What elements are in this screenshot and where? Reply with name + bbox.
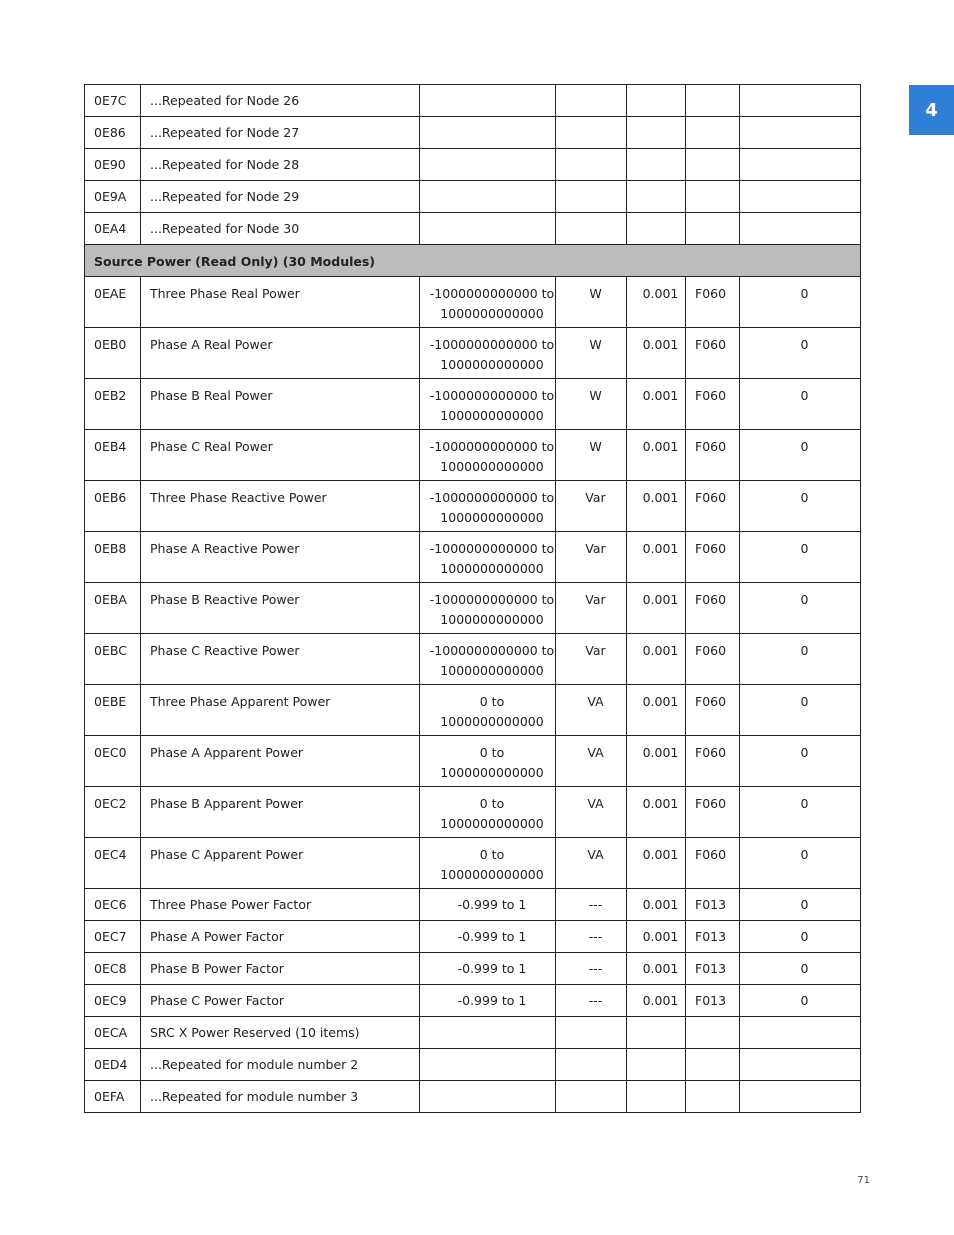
register-address: 0EB2 [85, 379, 141, 430]
empty-cell [420, 181, 556, 213]
register-address: 0E86 [85, 117, 141, 149]
register-description: ...Repeated for Node 27 [141, 117, 420, 149]
register-description: Phase A Power Factor [141, 921, 420, 953]
register-default: 0 [740, 277, 861, 328]
register-step: 0.001 [627, 277, 686, 328]
table-row [85, 532, 861, 583]
register-address: 0EB6 [85, 481, 141, 532]
register-address: 0E7C [85, 85, 141, 117]
section-header: Source Power (Read Only) (30 Modules) [85, 245, 861, 277]
register-address: 0EFA [85, 1081, 141, 1113]
register-step: 0.001 [627, 430, 686, 481]
register-range [420, 634, 556, 685]
register-units: Var [556, 481, 627, 532]
table-row [85, 583, 861, 634]
empty-cell [686, 149, 740, 181]
register-format: F060 [686, 481, 740, 532]
empty-cell [627, 181, 686, 213]
register-description: Three Phase Power Factor [141, 889, 420, 921]
register-step: 0.001 [627, 953, 686, 985]
register-units: Var [556, 583, 627, 634]
register-address: 0EBE [85, 685, 141, 736]
empty-cell [420, 213, 556, 245]
register-range [420, 532, 556, 583]
register-default: 0 [740, 328, 861, 379]
table-row [85, 736, 861, 787]
register-default: 0 [740, 736, 861, 787]
register-address: 0EC7 [85, 921, 141, 953]
register-default: 0 [740, 532, 861, 583]
empty-cell [686, 1049, 740, 1081]
empty-cell [420, 1017, 556, 1049]
register-step: 0.001 [627, 583, 686, 634]
empty-cell [740, 1049, 861, 1081]
range-line: -1000000000000 to [429, 490, 555, 505]
table-row [85, 985, 861, 1017]
empty-cell [556, 1017, 627, 1049]
register-default: 0 [740, 921, 861, 953]
register-format: F060 [686, 685, 740, 736]
modbus-register-table [84, 84, 861, 1113]
range-line: 1000000000000 [440, 305, 544, 321]
register-description: Phase A Reactive Power [141, 532, 420, 583]
register-description: Phase B Power Factor [141, 953, 420, 985]
register-address: 0EBA [85, 583, 141, 634]
register-range [420, 481, 556, 532]
register-address: 0EC4 [85, 838, 141, 889]
range-line: 1000000000000 [440, 662, 544, 678]
register-address: 0EC9 [85, 985, 141, 1017]
table-row [85, 277, 861, 328]
range-line: 1000000000000 [440, 458, 544, 474]
register-description: ...Repeated for Node 26 [141, 85, 420, 117]
register-units: Var [556, 634, 627, 685]
register-default: 0 [740, 985, 861, 1017]
empty-cell [686, 213, 740, 245]
range-line: 1000000000000 [440, 560, 544, 576]
range-line: -1000000000000 to [429, 439, 555, 454]
register-default: 0 [740, 685, 861, 736]
range-line: 1000000000000 [440, 764, 544, 780]
register-default: 0 [740, 889, 861, 921]
register-format: F013 [686, 889, 740, 921]
table-row [85, 685, 861, 736]
register-step: 0.001 [627, 889, 686, 921]
register-range [420, 736, 556, 787]
register-step: 0.001 [627, 838, 686, 889]
register-units: W [556, 430, 627, 481]
register-address: 0EB4 [85, 430, 141, 481]
register-default: 0 [740, 634, 861, 685]
range-line: 1000000000000 [440, 509, 544, 525]
range-line: -1000000000000 to [429, 592, 555, 607]
table-row [85, 889, 861, 921]
range-line: -1000000000000 to [429, 541, 555, 556]
register-address: 0EAE [85, 277, 141, 328]
register-format: F060 [686, 634, 740, 685]
register-default: 0 [740, 787, 861, 838]
register-default: 0 [740, 953, 861, 985]
empty-cell [420, 117, 556, 149]
range-line: 0 to [479, 694, 505, 709]
range-line: -1000000000000 to [429, 643, 555, 658]
register-range [420, 685, 556, 736]
register-range: -0.999 to 1 [420, 921, 556, 953]
register-range [420, 277, 556, 328]
register-address: 0EC6 [85, 889, 141, 921]
register-description: ...Repeated for Node 29 [141, 181, 420, 213]
empty-cell [686, 181, 740, 213]
range-line: 1000000000000 [440, 713, 544, 729]
register-range: -0.999 to 1 [420, 889, 556, 921]
empty-cell [420, 85, 556, 117]
register-default: 0 [740, 430, 861, 481]
register-description: Phase B Real Power [141, 379, 420, 430]
register-address: 0EC8 [85, 953, 141, 985]
register-description: Phase B Reactive Power [141, 583, 420, 634]
register-step: 0.001 [627, 532, 686, 583]
empty-cell [740, 181, 861, 213]
register-units: --- [556, 921, 627, 953]
table-row [85, 149, 861, 181]
register-format: F060 [686, 736, 740, 787]
table-row [85, 328, 861, 379]
register-description: ...Repeated for Node 30 [141, 213, 420, 245]
empty-cell [740, 85, 861, 117]
empty-cell [627, 213, 686, 245]
register-units: VA [556, 838, 627, 889]
table-row [85, 1017, 861, 1049]
register-address: 0EB0 [85, 328, 141, 379]
table-row [85, 213, 861, 245]
register-units: Var [556, 532, 627, 583]
register-range [420, 328, 556, 379]
register-units: VA [556, 685, 627, 736]
register-default: 0 [740, 838, 861, 889]
empty-cell [420, 149, 556, 181]
empty-cell [627, 117, 686, 149]
register-description: ...Repeated for Node 28 [141, 149, 420, 181]
table-row [85, 921, 861, 953]
empty-cell [686, 85, 740, 117]
empty-cell [686, 1017, 740, 1049]
empty-cell [556, 213, 627, 245]
register-description: Three Phase Real Power [141, 277, 420, 328]
register-address: 0E90 [85, 149, 141, 181]
empty-cell [740, 149, 861, 181]
register-step: 0.001 [627, 328, 686, 379]
empty-cell [556, 85, 627, 117]
range-line: 0 to [479, 745, 505, 760]
empty-cell [420, 1049, 556, 1081]
range-line: 1000000000000 [440, 866, 544, 882]
register-step: 0.001 [627, 685, 686, 736]
register-step: 0.001 [627, 481, 686, 532]
table-row [85, 379, 861, 430]
register-format: F060 [686, 532, 740, 583]
register-address: 0E9A [85, 181, 141, 213]
register-units: --- [556, 985, 627, 1017]
register-units: W [556, 328, 627, 379]
register-range [420, 838, 556, 889]
range-line: 1000000000000 [440, 407, 544, 423]
register-units: W [556, 277, 627, 328]
range-line: 1000000000000 [440, 815, 544, 831]
register-format: F060 [686, 583, 740, 634]
register-format: F060 [686, 328, 740, 379]
table-row [85, 1049, 861, 1081]
register-default: 0 [740, 583, 861, 634]
empty-cell [740, 1017, 861, 1049]
section-header-row [85, 245, 861, 277]
range-line: 1000000000000 [440, 611, 544, 627]
register-step: 0.001 [627, 985, 686, 1017]
register-description: ...Repeated for module number 2 [141, 1049, 420, 1081]
table-row [85, 634, 861, 685]
empty-cell [740, 117, 861, 149]
empty-cell [740, 213, 861, 245]
register-description: Three Phase Reactive Power [141, 481, 420, 532]
table-row [85, 117, 861, 149]
empty-cell [420, 1081, 556, 1113]
register-format: F060 [686, 430, 740, 481]
register-format: F013 [686, 985, 740, 1017]
empty-cell [627, 1049, 686, 1081]
register-step: 0.001 [627, 379, 686, 430]
register-format: F013 [686, 921, 740, 953]
register-range: -0.999 to 1 [420, 985, 556, 1017]
empty-cell [686, 117, 740, 149]
register-range [420, 430, 556, 481]
register-step: 0.001 [627, 787, 686, 838]
register-units: --- [556, 889, 627, 921]
table-row [85, 953, 861, 985]
register-format: F013 [686, 953, 740, 985]
table-row [85, 481, 861, 532]
register-step: 0.001 [627, 921, 686, 953]
table-row [85, 430, 861, 481]
range-line: 0 to [479, 847, 505, 862]
register-format: F060 [686, 787, 740, 838]
register-address: 0ED4 [85, 1049, 141, 1081]
register-description: SRC X Power Reserved (10 items) [141, 1017, 420, 1049]
register-address: 0ECA [85, 1017, 141, 1049]
register-range [420, 379, 556, 430]
range-line: -1000000000000 to [429, 286, 555, 301]
register-format: F060 [686, 277, 740, 328]
range-line: 0 to [479, 796, 505, 811]
table-row [85, 85, 861, 117]
register-format: F060 [686, 838, 740, 889]
register-units: VA [556, 736, 627, 787]
range-line: -1000000000000 to [429, 337, 555, 352]
register-units: --- [556, 953, 627, 985]
register-units: VA [556, 787, 627, 838]
register-address: 0EC0 [85, 736, 141, 787]
register-description: Phase C Real Power [141, 430, 420, 481]
register-range [420, 787, 556, 838]
empty-cell [740, 1081, 861, 1113]
empty-cell [686, 1081, 740, 1113]
empty-cell [556, 1049, 627, 1081]
empty-cell [556, 181, 627, 213]
register-description: Phase C Reactive Power [141, 634, 420, 685]
range-line: 1000000000000 [440, 356, 544, 372]
table-row [85, 1081, 861, 1113]
register-description: Phase C Power Factor [141, 985, 420, 1017]
range-line: -1000000000000 to [429, 388, 555, 403]
empty-cell [556, 149, 627, 181]
empty-cell [556, 117, 627, 149]
register-address: 0EBC [85, 634, 141, 685]
register-description: Phase A Apparent Power [141, 736, 420, 787]
register-description: Phase C Apparent Power [141, 838, 420, 889]
table-row [85, 787, 861, 838]
table-row [85, 838, 861, 889]
register-description: ...Repeated for module number 3 [141, 1081, 420, 1113]
empty-cell [627, 149, 686, 181]
register-format: F060 [686, 379, 740, 430]
page-number: 71 [857, 1175, 870, 1186]
register-default: 0 [740, 481, 861, 532]
register-range: -0.999 to 1 [420, 953, 556, 985]
register-units: W [556, 379, 627, 430]
register-description: Three Phase Apparent Power [141, 685, 420, 736]
register-step: 0.001 [627, 634, 686, 685]
table-row [85, 181, 861, 213]
chapter-tab: 4 [909, 85, 954, 135]
register-address: 0EC2 [85, 787, 141, 838]
empty-cell [627, 85, 686, 117]
register-default: 0 [740, 379, 861, 430]
register-range [420, 583, 556, 634]
register-description: Phase B Apparent Power [141, 787, 420, 838]
empty-cell [556, 1081, 627, 1113]
register-address: 0EB8 [85, 532, 141, 583]
register-address: 0EA4 [85, 213, 141, 245]
empty-cell [627, 1081, 686, 1113]
register-description: Phase A Real Power [141, 328, 420, 379]
register-step: 0.001 [627, 736, 686, 787]
empty-cell [627, 1017, 686, 1049]
